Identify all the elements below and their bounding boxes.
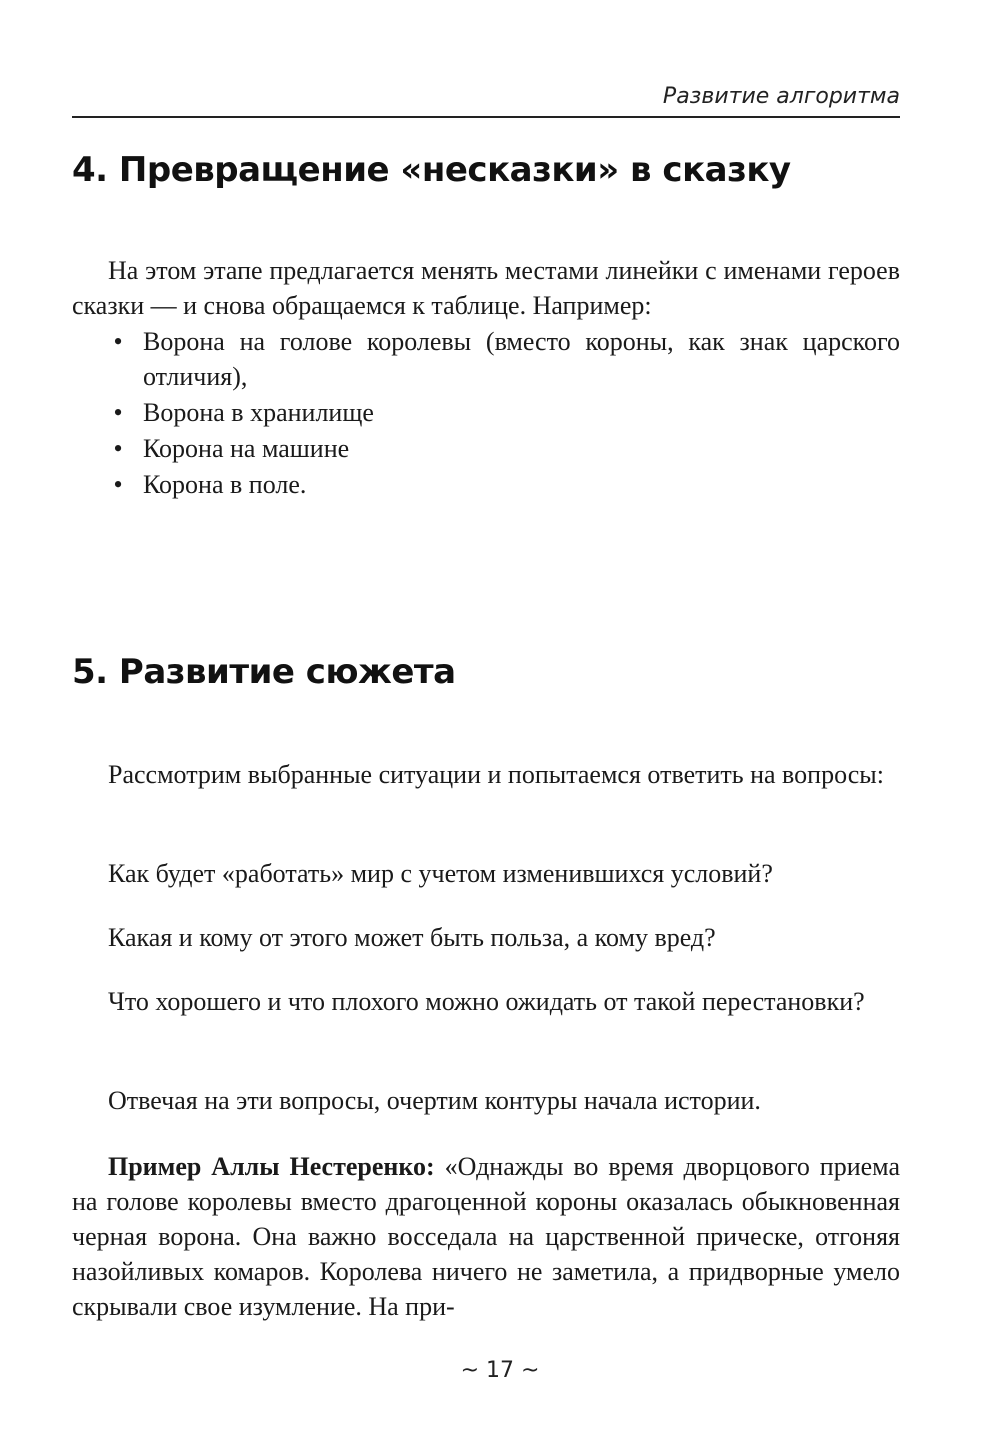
paragraph: Какая и кому от этого может быть польза, а кому вред?: [108, 923, 716, 952]
example-text: «Однажды во время дворцового приема на голове королевы вместо драгоценной короны оказалась обыкновенная черная ворона. Она важно восседала на царственной прическе, отгоняя назойливых комаров. Королева ничего не заметила, а придворные умело скрывали свое изумление. На при-: [72, 1152, 900, 1321]
paragraph: Как будет «работать» мир с учетом изменившихся условий?: [108, 859, 773, 888]
section-4-heading: 4. Превращение «несказки» в сказку: [72, 150, 791, 190]
bullet-icon: •: [113, 398, 123, 427]
running-head: Развитие алгоритма: [662, 84, 900, 109]
list-item: [72, 395, 900, 430]
header-rule: [72, 116, 900, 118]
page-number: ~ 17 ~: [460, 1358, 540, 1383]
list-item-text: Ворона на голове королевы (вместо короны, как знак царского отличия),: [143, 327, 900, 391]
paragraph: Что хорошего и что плохого можно ожидать от такой перестановки?: [108, 987, 865, 1016]
section-5-heading: 5. Развитие сюжета: [72, 652, 456, 692]
bullet-icon: •: [113, 470, 123, 499]
example-paragraph: [72, 1149, 900, 1324]
example-list: [72, 324, 900, 503]
list-item-text: Корона на машине: [143, 434, 350, 463]
example-author-label: Пример Аллы Нестеренко:: [108, 1152, 435, 1181]
paragraph: Отвечая на эти вопросы, очертим контуры начала истории.: [108, 1086, 761, 1115]
list-item: [72, 324, 900, 394]
bullet-icon: •: [113, 327, 123, 356]
bullet-icon: •: [113, 434, 123, 463]
list-item: [72, 467, 900, 502]
section-4-intro: На этом этапе предлагается менять местами линейки с именами героев сказки — и снова обращаемся к таблице. Например:: [72, 256, 900, 320]
list-item: [72, 431, 900, 466]
list-item-text: Ворона в хранилище: [143, 398, 374, 427]
paragraph: Рассмотрим выбранные ситуации и попытаемся ответить на вопросы:: [108, 760, 884, 789]
list-item-text: Корона в поле.: [143, 470, 307, 499]
